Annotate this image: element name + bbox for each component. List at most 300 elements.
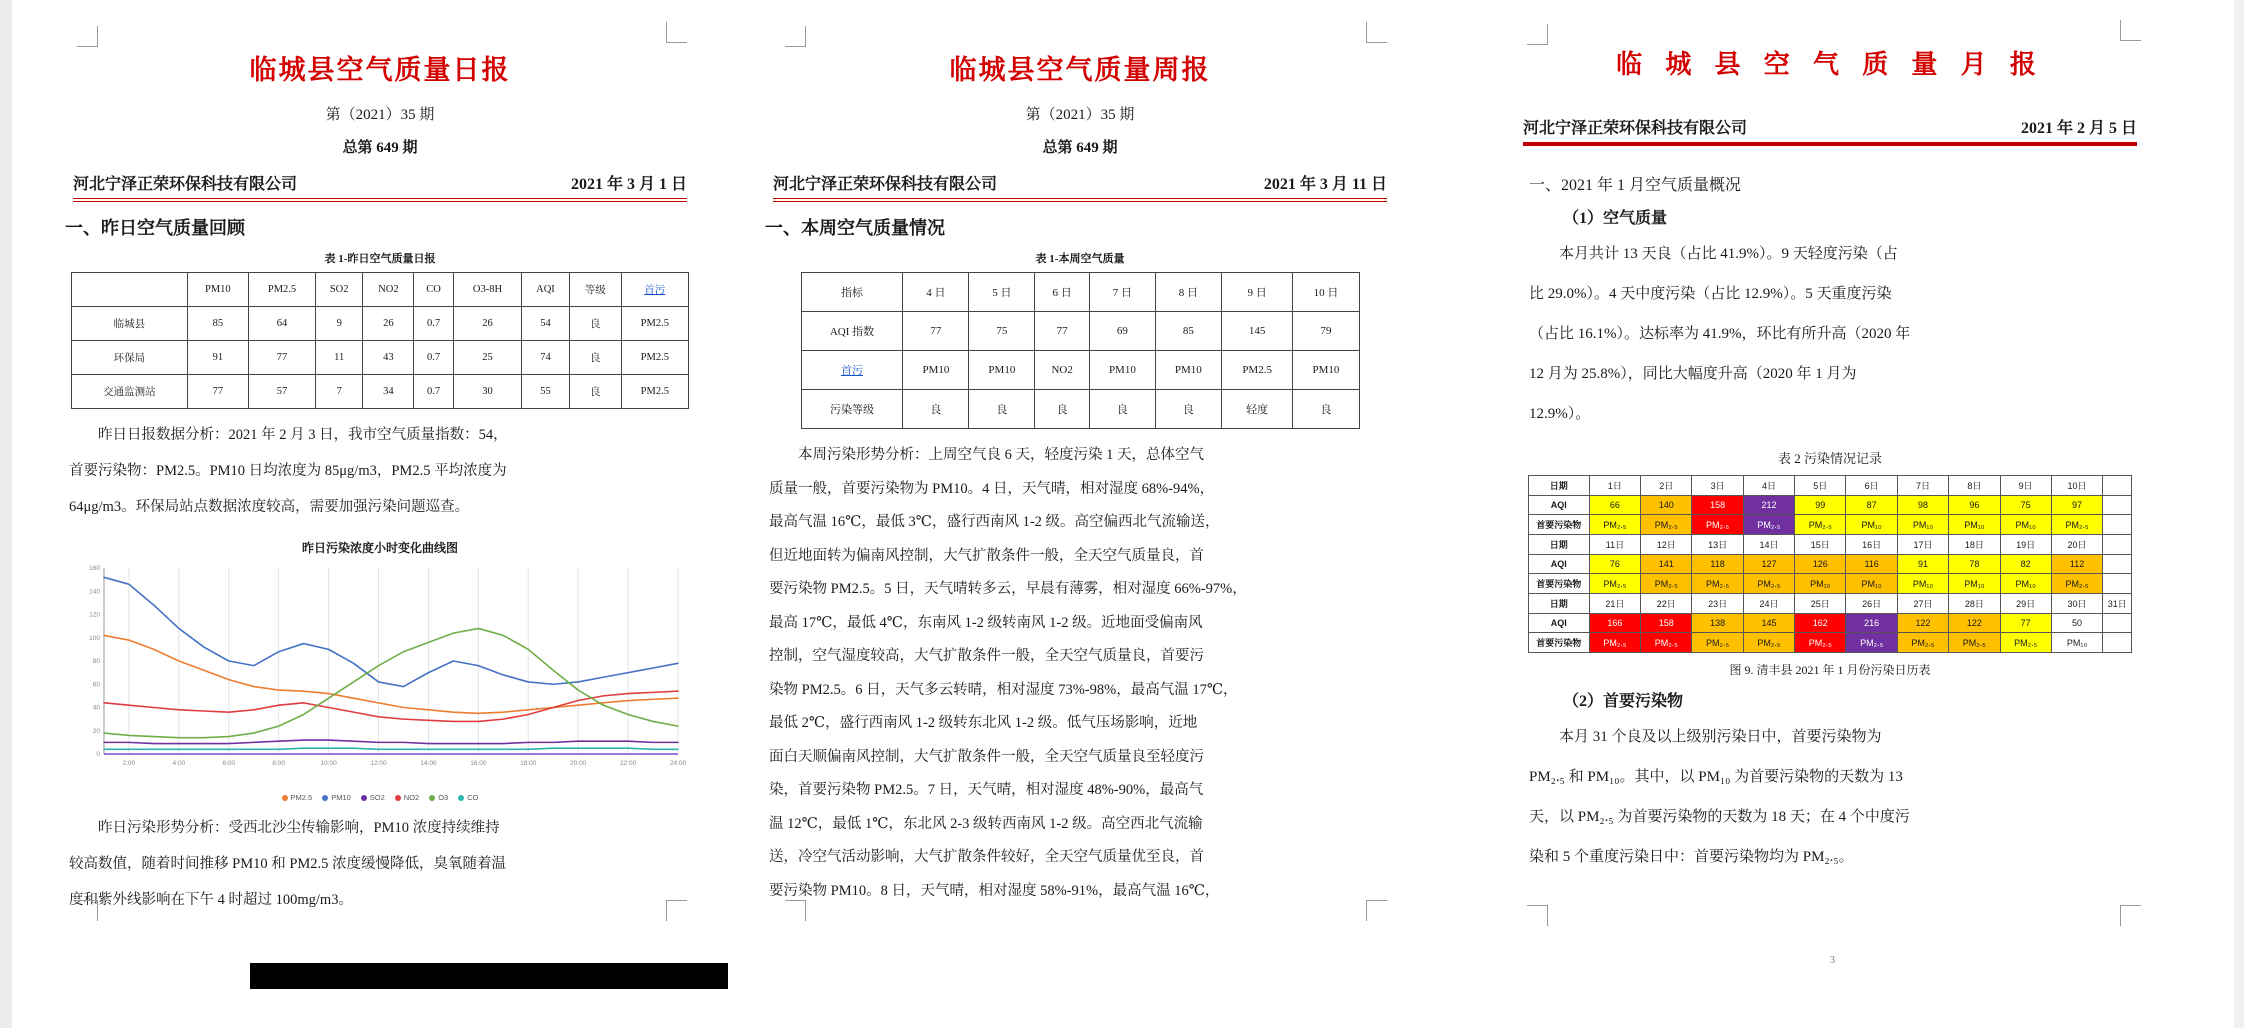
x-tick-label: 10:00 — [320, 760, 337, 767]
table-caption: 表 2 污染情况记录 — [1777, 451, 1882, 466]
calendar-cell: PM₂.₅ — [1846, 633, 1897, 653]
table-cell: 良 — [903, 390, 969, 429]
text-line: 要污染物 PM2.5。5 日，天气晴转多云，早晨有薄雾，相对湿度 66%-97%， — [769, 581, 1247, 597]
calendar-cell: PM₂.₅ — [1743, 574, 1794, 594]
table-cell: 26 — [363, 307, 414, 341]
table-cell: 0.7 — [414, 375, 453, 409]
table-cell: 145 — [1221, 312, 1293, 351]
calendar-cell — [2103, 476, 2132, 496]
hourly-trend-chart — [55, 539, 705, 802]
calendar-cell: PM₁₀ — [2051, 633, 2102, 653]
calendar-row — [1528, 555, 2132, 574]
text-line: 控制，空气湿度较高，大气扩散条件一般，全天空气质量良，首要污 — [769, 648, 1204, 664]
calendar-cell: 66 — [1589, 496, 1640, 515]
legend-item — [361, 793, 385, 802]
header-cell: PM2.5 — [249, 273, 316, 307]
table-caption: 表 1-本周空气质量 — [1035, 253, 1125, 265]
table-cell: 25 — [453, 341, 522, 375]
table-cell: 环保局 — [72, 341, 187, 375]
legend-label: NO2 — [403, 793, 420, 802]
crop-mark-icon — [666, 22, 687, 43]
table-cell: PM2.5 — [621, 341, 688, 375]
chart-title: 昨日污染浓度小时变化曲线图 — [301, 541, 458, 555]
calendar-cell: 50 — [2051, 614, 2102, 633]
table-cell: 良 — [1293, 390, 1359, 429]
calendar-row — [1528, 574, 2132, 594]
calendar-row-label: AQI — [1528, 555, 1589, 574]
calendar-row — [1528, 476, 2132, 496]
calendar-cell: 216 — [1846, 614, 1897, 633]
calendar-cell: PM₁₀ — [1949, 574, 2000, 594]
weekly-analysis-paragraph — [769, 439, 1391, 908]
table-cell: 污染等级 — [801, 390, 903, 429]
series-NO2 — [104, 691, 678, 721]
y-tick-label: 20 — [92, 727, 100, 735]
x-tick-label: 22:00 — [619, 760, 637, 767]
calendar-table — [1528, 475, 2133, 653]
text-line: 昨日污染形势分析：受西北沙尘传输影响，PM10 浓度持续维持 — [98, 820, 500, 836]
calendar-cell: PM₂.₅ — [1795, 633, 1846, 653]
calendar-cell: 5日 — [1795, 476, 1846, 496]
series-PM2.5 — [104, 635, 678, 713]
calendar-cell: 126 — [1795, 555, 1846, 574]
header-cell: 6 日 — [1035, 273, 1090, 312]
issue-number: 第（2021）35 期 — [325, 107, 435, 123]
table-cell: PM10 — [1155, 351, 1221, 390]
table-cell: 64 — [249, 307, 316, 341]
calendar-cell: 6日 — [1846, 476, 1897, 496]
table-cell: 43 — [363, 341, 414, 375]
calendar-row — [1528, 594, 2132, 614]
header-cell: 4 日 — [903, 273, 969, 312]
text-line: 昨日日报数据分析：2021 年 2 月 3 日，我市空气质量指数：54， — [98, 427, 508, 443]
weekly-aqi-table — [755, 272, 1405, 429]
section-heading: 一、2021 年 1 月空气质量概况 — [1529, 177, 1742, 194]
series-PM10 — [104, 577, 678, 686]
calendar-cell: 4日 — [1743, 476, 1794, 496]
calendar-cell: PM₂.₅ — [1589, 633, 1640, 653]
table-cell: 良 — [569, 307, 621, 341]
table-cell: 57 — [249, 375, 316, 409]
table-cell: 良 — [969, 390, 1035, 429]
company-name: 河北宁泽正荣环保科技有限公司 — [773, 176, 998, 193]
table-cell: NO2 — [1035, 351, 1090, 390]
calendar-cell: 23日 — [1692, 594, 1743, 614]
table-row — [801, 351, 1359, 390]
series-SO2 — [104, 740, 678, 743]
text-line: 送，冷空气活动影响，大气扩散条件较好，全天空气质量优至良，首 — [769, 849, 1204, 865]
y-tick-label: 40 — [92, 704, 100, 712]
calendar-cell: 116 — [1846, 555, 1897, 574]
x-tick-label: 4:00 — [172, 760, 186, 767]
table-cell: 良 — [569, 341, 621, 375]
text-line: 本月 31 个良及以上级别污染日中，首要污染物为 — [1559, 729, 1882, 745]
monthly-report-page — [1505, 0, 2155, 1028]
calendar-cell: PM₂.₅ — [2051, 515, 2102, 535]
table-cell: 良 — [1089, 390, 1155, 429]
total-issue-number: 总第 649 期 — [342, 140, 418, 156]
table-cell: 85 — [1155, 312, 1221, 351]
calendar-row-label: 首要污染物 — [1528, 515, 1589, 535]
calendar-cell: PM₁₀ — [2000, 574, 2051, 594]
table-cell: PM2.5 — [621, 375, 688, 409]
table-cell: PM10 — [1089, 351, 1155, 390]
calendar-cell: 13日 — [1692, 535, 1743, 555]
calendar-cell: PM₂.₅ — [1641, 515, 1692, 535]
calendar-cell: 15日 — [1795, 535, 1846, 555]
table-cell: 77 — [903, 312, 969, 351]
legend-label: SO2 — [369, 793, 385, 802]
table-row — [72, 307, 689, 341]
calendar-cell: 212 — [1743, 496, 1794, 515]
legend-label: PM2.5 — [290, 793, 313, 802]
table-row — [72, 375, 689, 409]
header-cell: SO2 — [315, 273, 363, 307]
calendar-cell: 29日 — [2000, 594, 2051, 614]
crop-mark-icon — [1366, 900, 1387, 921]
table-cell: PM10 — [969, 351, 1035, 390]
calendar-cell: 21日 — [1589, 594, 1640, 614]
calendar-cell: 77 — [2000, 614, 2051, 633]
table-cell: 74 — [522, 341, 569, 375]
legend-label: PM10 — [331, 793, 351, 802]
masthead-row — [1523, 115, 2137, 146]
scan-edge-left — [0, 0, 12, 1028]
line-chart — [70, 558, 690, 788]
legend-dot-icon — [429, 795, 435, 801]
y-tick-label: 60 — [92, 681, 100, 689]
table-cell: 79 — [1293, 312, 1359, 351]
y-tick-label: 0 — [96, 751, 100, 758]
x-tick-label: 18:00 — [520, 760, 537, 767]
calendar-row-label: AQI — [1528, 614, 1589, 633]
x-tick-label: 14:00 — [420, 760, 437, 767]
text-line: 本月共计 13 天良（占比 41.9%）。9 天轻度污染（占 — [1559, 246, 1898, 262]
calendar-row-label: 日期 — [1528, 535, 1589, 555]
report-date: 2021 年 3 月 1 日 — [570, 176, 687, 193]
calendar-cell: PM₁₀ — [1846, 574, 1897, 594]
calendar-cell: 11日 — [1589, 535, 1640, 555]
calendar-cell — [2103, 574, 2132, 594]
calendar-cell: PM₁₀ — [1795, 574, 1846, 594]
text-line: 染和 5 个重度污染日中：首要污染物均为 PM₂.₅。 — [1529, 849, 1854, 865]
text-line: 质量一般，首要污染物为 PM10。4 日，天气晴，相对湿度 68%-94%， — [769, 480, 1215, 497]
table-cell: 69 — [1089, 312, 1155, 351]
calendar-cell: 17日 — [1897, 535, 1948, 555]
crop-mark-icon — [1527, 905, 1548, 926]
calendar-cell: PM₂.₅ — [1743, 515, 1794, 535]
header-cell: CO — [414, 273, 453, 307]
total-issue-number: 总第 649 期 — [1042, 140, 1118, 156]
calendar-cell: 12日 — [1641, 535, 1692, 555]
chart-legend — [70, 793, 690, 802]
text-line: PM₂.₅ 和 PM₁₀。其中，以 PM₁₀ 为首要污染物的天数为 13 — [1529, 769, 1903, 785]
table-cell: 9 — [315, 307, 363, 341]
calendar-row-label: 日期 — [1528, 594, 1589, 614]
table-cell: 77 — [249, 341, 316, 375]
analysis-paragraph — [69, 417, 691, 525]
table-cell: 轻度 — [1221, 390, 1293, 429]
header-cell: 10 日 — [1293, 273, 1359, 312]
calendar-cell: 158 — [1692, 496, 1743, 515]
header-cell: 8 日 — [1155, 273, 1221, 312]
text-line: 比 29.0%）。4 天中度污染（占比 12.9%）。5 天重度污染 — [1529, 286, 1892, 302]
legend-label: CO — [467, 793, 479, 802]
y-tick-label: 160 — [89, 565, 100, 572]
calendar-cell: PM₁₀ — [1897, 574, 1948, 594]
header-cell: AQI — [522, 273, 569, 307]
crop-mark-icon — [77, 900, 98, 921]
calendar-cell: 76 — [1589, 555, 1640, 574]
text-line: （占比 16.1%）。达标率为 41.9%，环比有所升高（2020 年 — [1529, 326, 1911, 342]
calendar-cell: 26日 — [1846, 594, 1897, 614]
table-cell: 91 — [187, 341, 249, 375]
calendar-cell: 14日 — [1743, 535, 1794, 555]
series-O3 — [104, 628, 678, 737]
crop-mark-icon — [785, 26, 806, 47]
text-line: 最低 2℃，盛行西南风 1-2 级转东北风 1-2 级。低气压场影响，近地 — [769, 715, 1198, 731]
calendar-row — [1528, 515, 2132, 535]
header-cell: 指标 — [801, 273, 903, 312]
calendar-cell: 27日 — [1897, 594, 1948, 614]
scan-edge-right — [2234, 0, 2244, 1028]
calendar-cell — [2103, 535, 2132, 555]
table-cell: 85 — [187, 307, 249, 341]
issue-number: 第（2021）35 期 — [1025, 107, 1135, 123]
calendar-cell: 162 — [1795, 614, 1846, 633]
monthly-summary-paragraph — [1529, 234, 2131, 434]
calendar-cell: 19日 — [2000, 535, 2051, 555]
calendar-cell: 31日 — [2103, 594, 2132, 614]
text-line: 要污染物 PM10。8 日，天气晴，相对湿度 58%-91%，最高气温 16℃， — [769, 882, 1220, 899]
calendar-cell: 145 — [1743, 614, 1794, 633]
calendar-row-label: AQI — [1528, 496, 1589, 515]
text-line: 度和紫外线影响在下午 4 时超过 100mg/m3。 — [69, 892, 353, 908]
table-cell: 54 — [522, 307, 569, 341]
data-table — [71, 272, 689, 409]
header-cell: 9 日 — [1221, 273, 1293, 312]
crop-mark-icon — [2120, 905, 2141, 926]
calendar-cell: 30日 — [2051, 594, 2102, 614]
company-name: 河北宁泽正荣环保科技有限公司 — [73, 176, 298, 193]
calendar-cell: 1日 — [1589, 476, 1640, 496]
x-tick-label: 20:00 — [570, 760, 587, 767]
calendar-cell: 122 — [1949, 614, 2000, 633]
crop-mark-icon — [785, 900, 806, 921]
calendar-cell: 24日 — [1743, 594, 1794, 614]
y-tick-label: 140 — [89, 588, 100, 596]
page-title: 临城县空气质量周报 — [949, 55, 1211, 85]
calendar-cell: 8日 — [1949, 476, 2000, 496]
x-tick-label: 8:00 — [272, 760, 286, 767]
calendar-cell: 141 — [1641, 555, 1692, 574]
report-date: 2021 年 3 月 11 日 — [1263, 176, 1387, 193]
calendar-cell: PM₂.₅ — [1692, 574, 1743, 594]
table-cell: 临城县 — [72, 307, 187, 341]
series-CO — [104, 748, 678, 749]
text-line: 染，首要污染物 PM2.5。7 日，天气晴，相对湿度 48%-90%，最高气 — [769, 782, 1204, 798]
legend-item — [395, 793, 419, 802]
text-line: 最高 17℃，最低 4℃，东南风 1-2 级转南风 1-2 级。近地面受偏南风 — [769, 614, 1203, 631]
calendar-cell: PM₂.₅ — [1641, 574, 1692, 594]
table-cell: 75 — [969, 312, 1035, 351]
header-cell: PM10 — [187, 273, 249, 307]
crop-mark-icon — [666, 900, 687, 921]
text-line: 64μg/m3。环保局站点数据浓度较高，需要加强污染问题巡查。 — [69, 499, 470, 515]
text-line: 首要污染物：PM2.5。PM10 日均浓度为 85μg/m3，PM2.5 平均浓度为 — [69, 463, 507, 479]
report-date: 2021 年 2 月 5 日 — [2020, 120, 2137, 137]
calendar-cell: PM₂.₅ — [1589, 515, 1640, 535]
calendar-cell: PM₂.₅ — [1641, 633, 1692, 653]
figure-caption: 图 9. 清丰县 2021 年 1 月份污染日历表 — [1729, 663, 1931, 677]
table-cell: 0.7 — [414, 341, 453, 375]
header-cell: 等级 — [569, 273, 621, 307]
page-title: 临城县空气质量日报 — [249, 55, 511, 85]
table-cell: 良 — [1035, 390, 1090, 429]
calendar-cell: 3日 — [1692, 476, 1743, 496]
text-line: 面白天顺偏南风控制，大气扩散条件一般，全天空气质量良至轻度污 — [769, 748, 1204, 765]
calendar-row-label: 首要污染物 — [1528, 633, 1589, 653]
header-cell — [72, 273, 187, 307]
table-row — [801, 390, 1359, 429]
text-line: 较高数值，随着时间推移 PM10 和 PM2.5 浓度缓慢降低，臭氧随着温 — [69, 856, 507, 872]
section-heading: 一、本周空气质量情况 — [765, 218, 945, 238]
redaction-bar — [250, 963, 728, 989]
calendar-cell: 138 — [1692, 614, 1743, 633]
calendar-cell — [2103, 555, 2132, 574]
calendar-cell: 166 — [1589, 614, 1640, 633]
legend-item — [429, 793, 448, 802]
calendar-cell: 18日 — [1949, 535, 2000, 555]
table-cell: 首污 — [801, 351, 903, 390]
legend-dot-icon — [282, 795, 288, 801]
table-row — [801, 312, 1359, 351]
table-cell: 26 — [453, 307, 522, 341]
table-cell: 良 — [569, 375, 621, 409]
calendar-cell — [2103, 633, 2132, 653]
data-table — [801, 272, 1360, 429]
header-cell: O3-8H — [453, 273, 522, 307]
calendar-cell: 127 — [1743, 555, 1794, 574]
trend-paragraph — [69, 810, 691, 918]
table-cell: 良 — [1155, 390, 1221, 429]
table-cell: 77 — [187, 375, 249, 409]
subsection-heading: （1）空气质量 — [1563, 210, 1668, 227]
calendar-cell: 7日 — [1897, 476, 1948, 496]
text-line: 天，以 PM₂.₅ 为首要污染物的天数为 18 天；在 4 个中度污 — [1529, 809, 1910, 825]
masthead-row — [73, 171, 687, 202]
crop-mark-icon — [77, 26, 98, 47]
calendar-row — [1528, 496, 2132, 515]
masthead-row — [773, 171, 1387, 202]
table-cell: PM10 — [1293, 351, 1359, 390]
legend-dot-icon — [458, 795, 464, 801]
calendar-cell — [2103, 496, 2132, 515]
text-line: 染物 PM2.5。6 日，天气多云转晴，相对湿度 73%-98%，最高气温 17℃， — [769, 681, 1238, 698]
calendar-cell: 25日 — [1795, 594, 1846, 614]
calendar-cell: PM₂.₅ — [2051, 574, 2102, 594]
x-tick-label: 24:00 — [669, 760, 687, 767]
legend-item — [282, 793, 313, 802]
calendar-cell: 158 — [1641, 614, 1692, 633]
table-cell: 55 — [522, 375, 569, 409]
calendar-row — [1528, 614, 2132, 633]
calendar-cell: PM₂.₅ — [1589, 574, 1640, 594]
calendar-cell: PM₂.₅ — [1692, 515, 1743, 535]
calendar-cell: 10日 — [2051, 476, 2102, 496]
pollutant-paragraph — [1529, 717, 2131, 877]
table-header-row — [801, 273, 1359, 312]
calendar-cell: PM₂.₅ — [1743, 633, 1794, 653]
calendar-cell: 91 — [1897, 555, 1948, 574]
x-tick-label: 12:00 — [370, 760, 387, 767]
table-cell: 77 — [1035, 312, 1090, 351]
text-line: 12.9%）。 — [1529, 406, 1591, 422]
calendar-cell — [2103, 515, 2132, 535]
text-line: 但近地面转为偏南风控制，大气扩散条件一般，全天空气质量良，首 — [769, 547, 1204, 564]
text-line: 温 12℃，最低 1℃，东北风 2-3 级转西南风 1-2 级。高空西北气流输 — [769, 815, 1203, 832]
calendar-cell: 78 — [1949, 555, 2000, 574]
table-cell: 交通监测站 — [72, 375, 187, 409]
calendar-cell: PM₁₀ — [1897, 515, 1948, 535]
calendar-cell: PM₂.₅ — [1949, 633, 2000, 653]
calendar-cell: 97 — [2051, 496, 2102, 515]
calendar-cell: PM₁₀ — [2000, 515, 2051, 535]
header-cell: 首污 — [621, 273, 688, 307]
calendar-row — [1528, 633, 2132, 653]
calendar-cell: 140 — [1641, 496, 1692, 515]
calendar-cell: 2日 — [1641, 476, 1692, 496]
table-cell: 34 — [363, 375, 414, 409]
table-header-row — [72, 273, 689, 307]
table-cell: PM2.5 — [1221, 351, 1293, 390]
text-line: 本周污染形势分析：上周空气良 6 天，轻度污染 1 天，总体空气 — [798, 447, 1204, 463]
table-cell: PM2.5 — [621, 307, 688, 341]
company-name: 河北宁泽正荣环保科技有限公司 — [1523, 120, 1748, 137]
calendar-cell: 99 — [1795, 496, 1846, 515]
pollution-calendar-table — [1505, 475, 2155, 653]
table-cell: AQI 指数 — [801, 312, 903, 351]
calendar-cell: 118 — [1692, 555, 1743, 574]
calendar-cell: 28日 — [1949, 594, 2000, 614]
table-caption: 表 1-昨日空气质量日报 — [324, 253, 436, 265]
daily-aqi-table — [55, 272, 705, 409]
legend-dot-icon — [395, 795, 401, 801]
header-cell: 7 日 — [1089, 273, 1155, 312]
calendar-cell — [2103, 614, 2132, 633]
weekly-report-page — [755, 0, 1405, 1028]
legend-item — [322, 793, 351, 802]
calendar-cell: 82 — [2000, 555, 2051, 574]
page-number: 3 — [1830, 955, 1835, 966]
calendar-row-label: 日期 — [1528, 476, 1589, 496]
crop-mark-icon — [1366, 22, 1387, 43]
legend-dot-icon — [322, 795, 328, 801]
calendar-row-label: 首要污染物 — [1528, 574, 1589, 594]
page-title: 临 城 县 空 气 质 量 月 报 — [1616, 49, 2044, 79]
calendar-cell: 20日 — [2051, 535, 2102, 555]
table-cell: 7 — [315, 375, 363, 409]
calendar-cell: PM₂.₅ — [1795, 515, 1846, 535]
table-cell: 11 — [315, 341, 363, 375]
legend-dot-icon — [361, 795, 367, 801]
subsection-heading: （2）首要污染物 — [1563, 693, 1684, 710]
header-cell: NO2 — [363, 273, 414, 307]
x-tick-label: 16:00 — [470, 760, 487, 767]
calendar-cell: PM₂.₅ — [1897, 633, 1948, 653]
legend-item — [458, 793, 478, 802]
calendar-cell: PM₁₀ — [1846, 515, 1897, 535]
